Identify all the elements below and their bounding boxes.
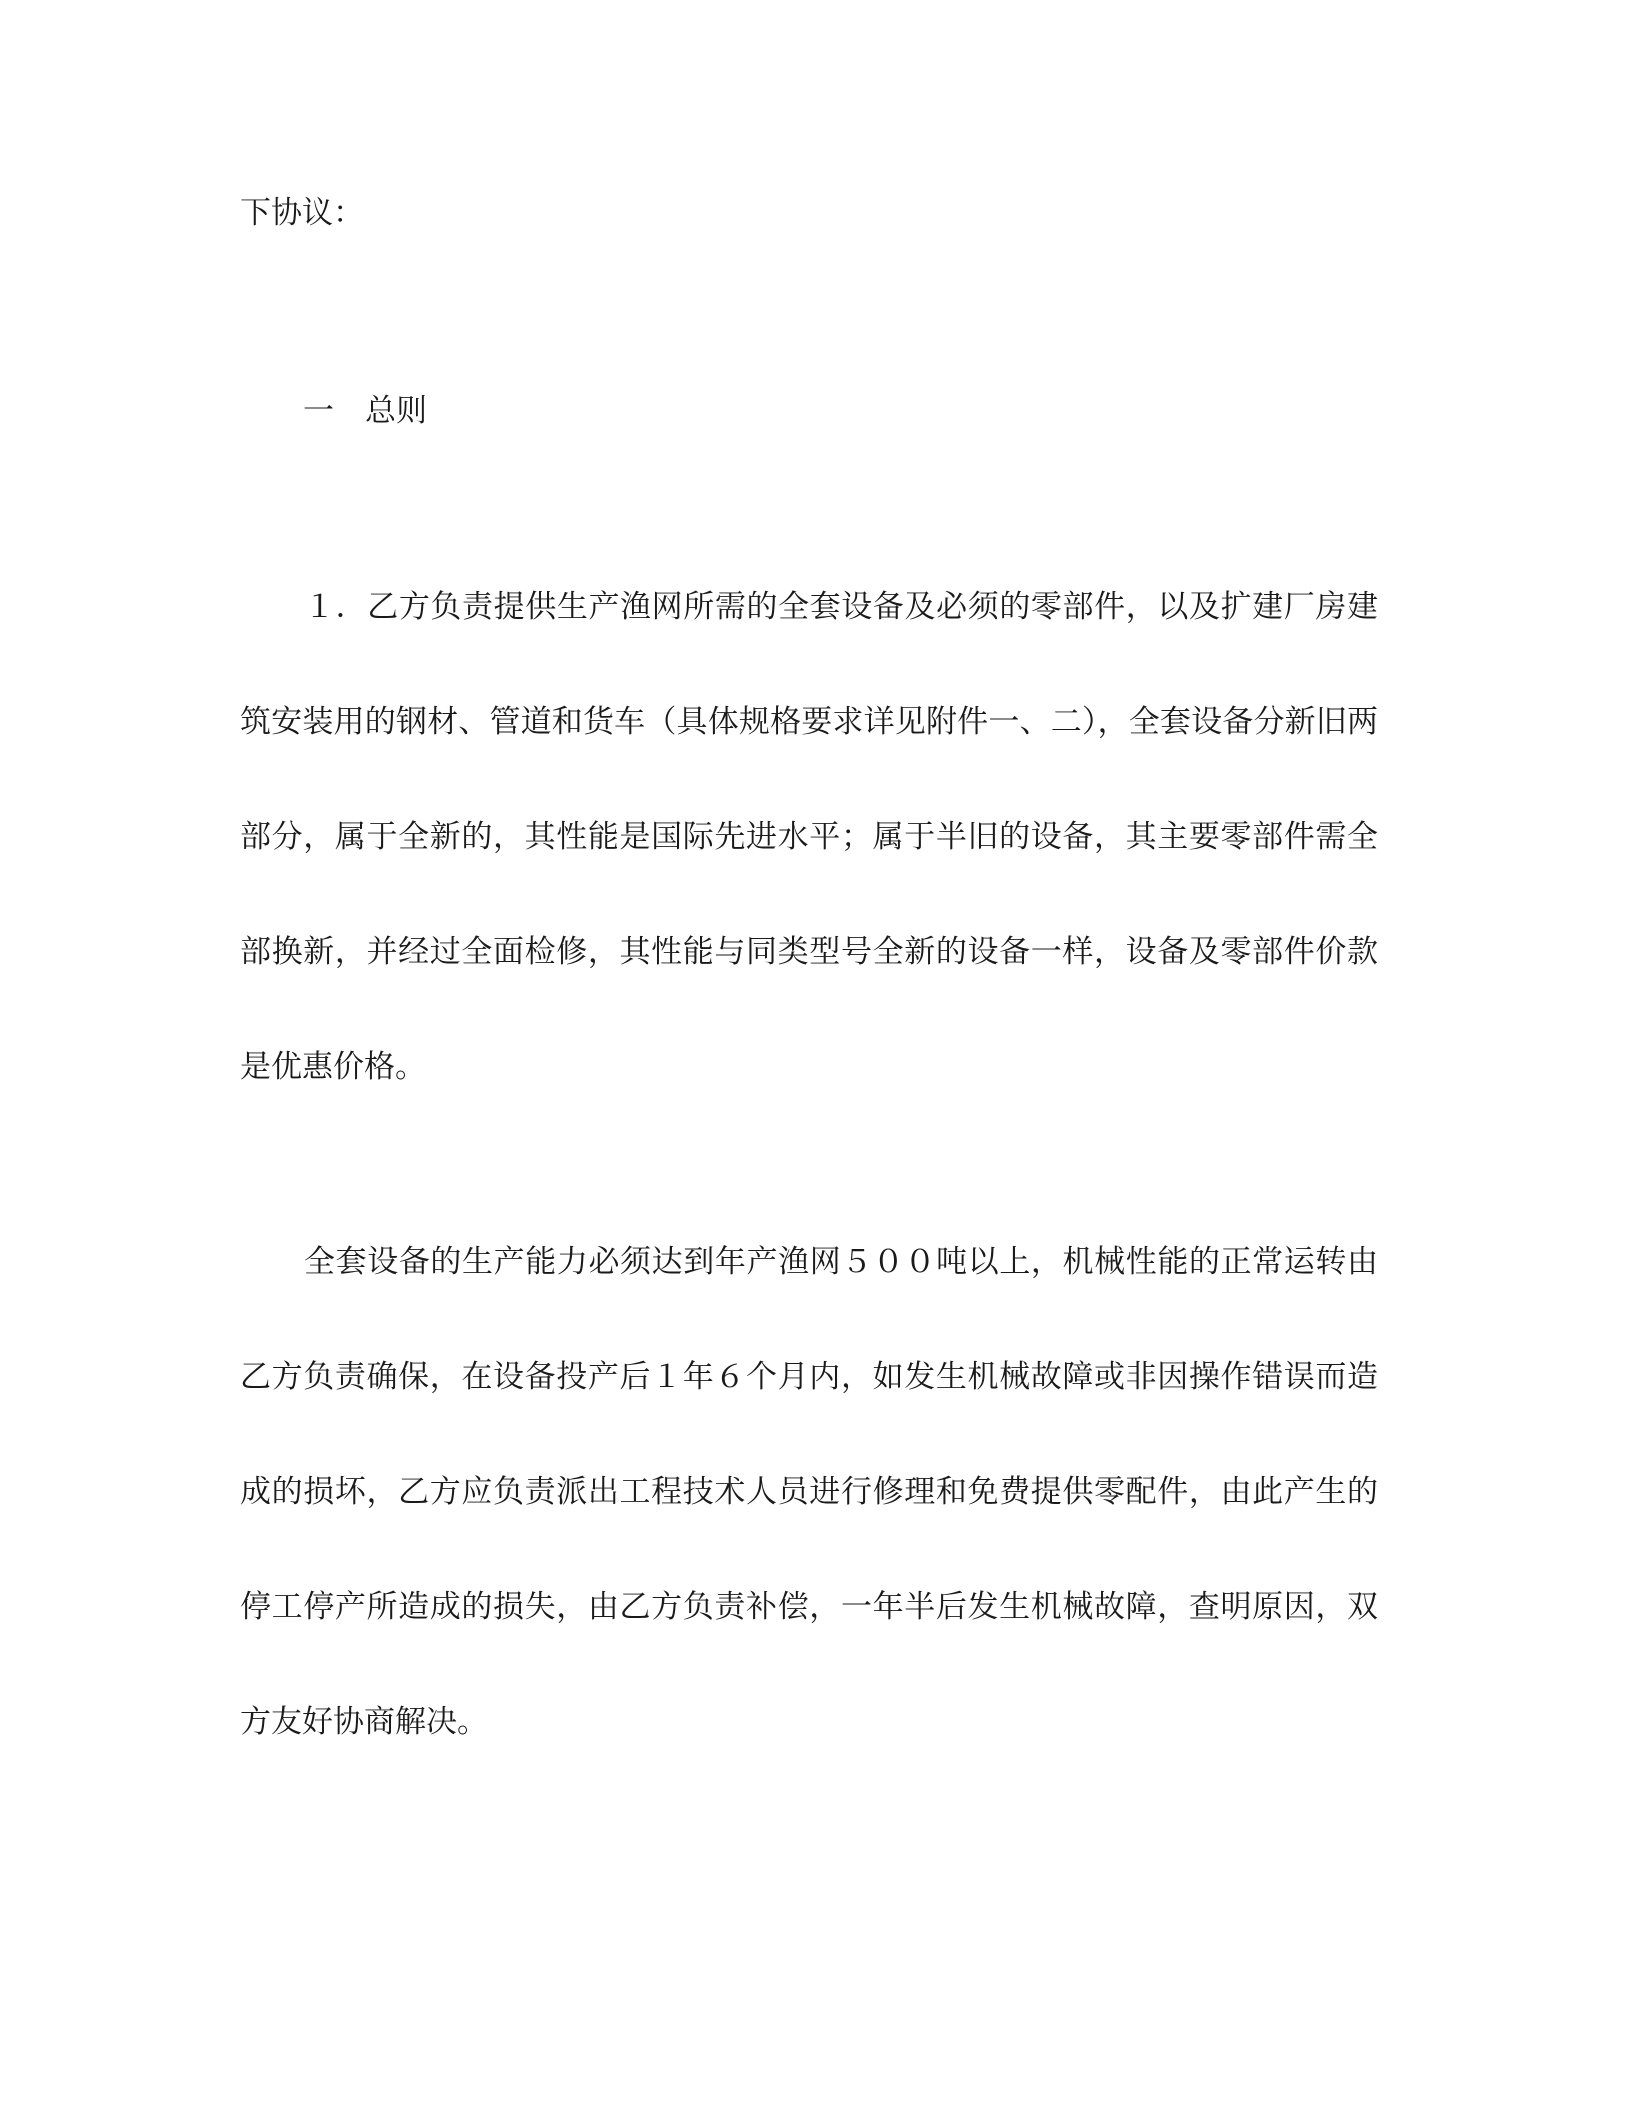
intro-text: 下协议： — [240, 195, 364, 231]
section-heading — [303, 388, 427, 434]
paragraph-equipment-supply: １．乙方负责提供生产渔网所需的全套设备及必须的零部件，以及扩建厂房建筑安装用的钢材、管道和货车（具体规格要求详见附件一、二），全套设备分新旧两部分，属于全新的，其性能是国际先进水平；属于半旧的设备，其主要零部件需全部换新，并经过全面检修，其性能与同类型号全新的设备一样，设备及零部件价款是优惠价格。 — [240, 589, 1378, 1085]
section-number: 一 — [303, 393, 334, 429]
section-title: 总则 — [365, 393, 427, 429]
paragraph-production-capacity: 全套设备的生产能力必须达到年产渔网５００吨以上，机械性能的正常运转由乙方负责确保，在设备投产后１年６个月内，如发生机械故障或非因操作错误而造成的损坏，乙方应负责派出工程技术人员进行修理和免费提供零配件，由此产生的停工停产所造成的损失，由乙方负责补偿，一年半后发生机械故障，查明原因，双方友好协商解决。 — [240, 1244, 1378, 1740]
